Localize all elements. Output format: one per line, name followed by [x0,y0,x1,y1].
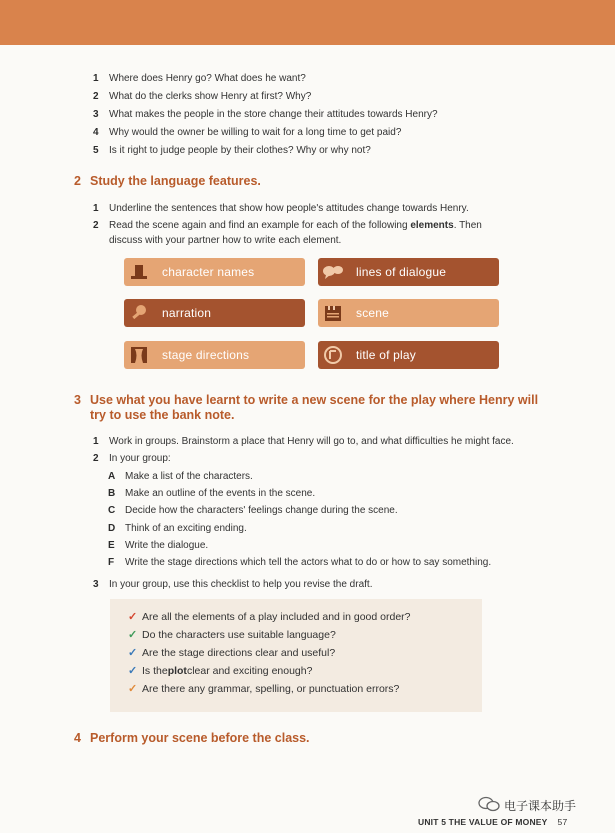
watermark: 电子课本助手 [478,796,576,815]
section-3-item-2: 2 In your group: [93,453,171,464]
checklist-item: ✓ Are all the elements of a play included and in good order? [128,610,411,623]
list-item: 4 Why would the owner be willing to wait for a long time to get paid? [93,127,402,138]
checklist-item: ✓ Do the characters use suitable language? [128,628,336,641]
revision-checklist [110,599,482,712]
speech-bubbles-icon [318,258,348,286]
element-chip-title-of-play: title of play [318,341,499,369]
check-icon: ✓ [128,665,138,677]
check-icon: ✓ [128,611,138,623]
element-chip-stage-directions: stage directions [124,341,305,369]
list-item: 2 What do the clerks show Henry at first? Why? [93,91,312,102]
top-banner [0,0,615,45]
checklist-item: ✓ Are there any grammar, spelling, or punctuation errors? [128,682,400,695]
list-item: B Make an outline of the events in the scene. [108,488,316,500]
hat-icon [124,258,154,286]
check-icon: ✓ [128,683,138,695]
list-item: C Decide how the characters' feelings change during the scene. [108,505,398,517]
section-3-item-3: 3 In your group, use this checklist to help you revise the draft. [93,579,373,590]
clapperboard-icon [318,299,348,327]
list-item: F Write the stage directions which tell the actors what to do or how to say something. [108,557,492,569]
element-chip-narration: narration [124,299,305,327]
ticket-icon [318,341,348,369]
list-item: A Make a list of the characters. [108,471,253,482]
list-item: 5 Is it right to judge people by their clothes? Why or why not? [93,145,371,156]
theater-curtain-icon [124,341,154,369]
section-2-heading: 2 Study the language features. [74,174,261,188]
checklist-item: ✓ Is the plot clear and exciting enough? [128,664,313,677]
check-icon: ✓ [128,629,138,641]
checklist-item: ✓ Are the stage directions clear and useful? [128,646,336,659]
list-item: D Think of an exciting ending. [108,522,247,534]
list-item: 3 What makes the people in the store change their attitudes towards Henry? [93,109,438,120]
section-2-item-2: 2 Read the scene again and find an example for each of the following elements. Then discuss with your partner how to write each element. [93,220,482,246]
group-task-list [108,468,538,571]
list-item: 1 Where does Henry go? What does he want? [93,73,306,84]
section-2-item-1: 1 Underline the sentences that show how people's attitudes change towards Henry. [93,203,469,214]
section-4-heading: 4 Perform your scene before the class. [74,731,310,745]
list-item: E Write the dialogue. [108,539,209,551]
section-3-item-1: 1 Work in groups. Brainstorm a place that Henry will go to, and what difficulties he might face. [93,436,514,447]
wechat-icon [478,796,500,815]
element-chip-lines-of-dialogue: lines of dialogue [318,258,499,286]
page-footer: UNIT 5 THE VALUE OF MONEY 57 [418,817,568,827]
element-chip-character-names: character names [124,258,305,286]
question-list [93,70,573,160]
element-chip-scene: scene [318,299,499,327]
microphone-icon [124,299,154,327]
check-icon: ✓ [128,647,138,659]
section-3-heading: 3 Use what you have learnt to write a new scene for the play where Henry will try to use the bank note. [74,393,539,422]
